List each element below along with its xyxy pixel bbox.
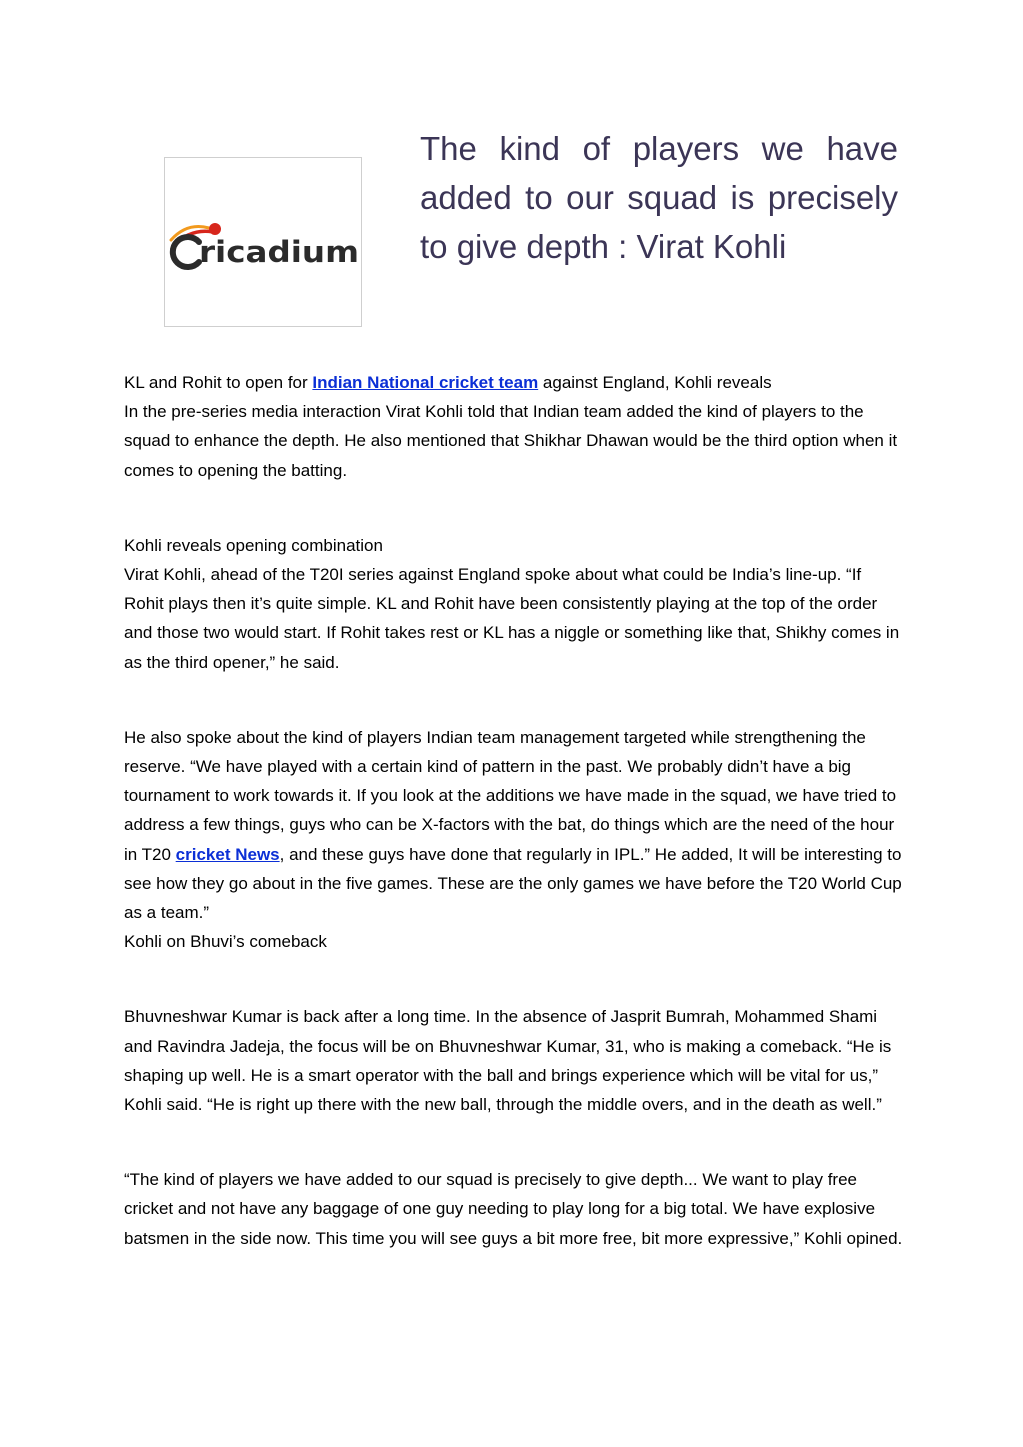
section4-paragraph <box>124 1002 904 1119</box>
section5-body: “The kind of players we have added to our squad is precisely to give depth... We want to play free cricket and not have any baggage of one guy needing to play long for a big total. We have explosive batsmen in the side now. This time you will see guys a bit more free, bit more expressive,” Kohli opined. <box>124 1170 903 1248</box>
section3-subheading: Kohli on Bhuvi’s comeback <box>124 932 327 952</box>
intro-suffix: against England, Kohli reveals <box>538 373 772 392</box>
cricadium-logo-mark <box>165 158 363 328</box>
section2-heading: Kohli reveals opening combination <box>124 535 383 555</box>
logo-c-letter <box>173 237 199 267</box>
section3-prefix: He also spoke about the kind of players Indian team management targeted while strengthening the reserve. “We have played with a certain kind of pattern in the past. We probably didn’t have a big tournament to work towards it. If you look at the additions we have made in the squad, we have tried to address a few things, guys who can be X-factors with the bat, do things which are the need of the hour in T20 <box>124 727 897 864</box>
intro-paragraph <box>124 368 904 485</box>
intro-prefix: KL and Rohit to open for <box>124 373 313 392</box>
section2-paragraph <box>124 531 904 677</box>
intro-body: In the pre-series media interaction Virat Kohli told that Indian team added the kind of players to the squad to enhance the depth. He also mentioned that Shikhar Dhawan would be the third option when it comes to opening the batting. <box>124 402 898 480</box>
logo-wordmark: ricadium <box>199 235 359 269</box>
article-title: The kind of players we have added to our squad is precisely to give depth : Virat Kohli <box>420 130 898 265</box>
cricket-news-link[interactable]: cricket News <box>175 844 280 864</box>
section3-suffix: , and these guys have done that regularly in IPL.” He added, It will be interesting to see how they go about in the five games. These are the only games we have before the T20 World Cup as a team.” <box>124 844 902 923</box>
section3-paragraph <box>124 723 904 957</box>
section5-paragraph <box>124 1165 904 1253</box>
section4-body: Bhuvneshwar Kumar is back after a long time. In the absence of Jasprit Bumrah, Mohammed Shami and Ravindra Jadeja, the focus will be on Bhuvneshwar Kumar, 31, who is making a comeback. “He is shaping up well. He is a smart operator with the ball and brings experience which will be vital for us,” Kohli said. “He is right up there with the new ball, through the middle overs, and in the death as well.” <box>124 1007 892 1115</box>
article-body <box>124 368 904 1253</box>
cricadium-logo <box>164 157 362 327</box>
indian-team-link[interactable]: Indian National cricket team <box>312 373 539 392</box>
ball-icon <box>209 223 221 235</box>
section2-body: Virat Kohli, ahead of the T20I series against England spoke about what could be India’s line-up. “If Rohit plays then it’s quite simple. KL and Rohit have been consistently playing at the top of the order and those two would start. If Rohit takes rest or KL has a niggle or something like that, Shikhy comes in as the third opener,” he said. <box>124 565 900 672</box>
